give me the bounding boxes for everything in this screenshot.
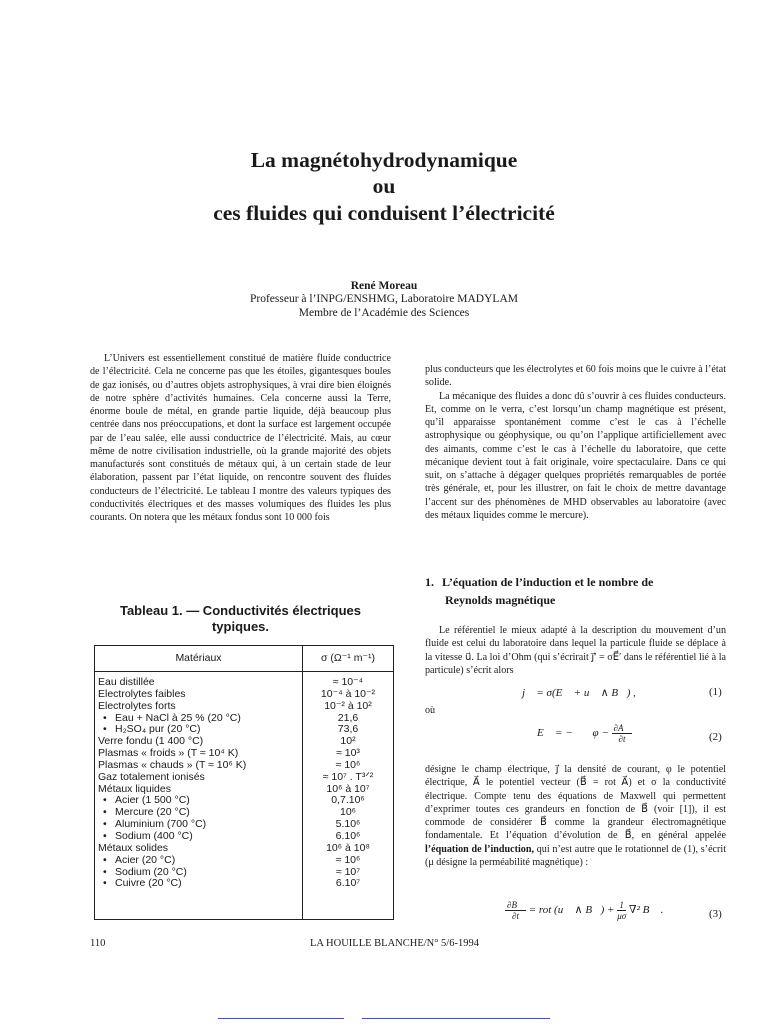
- right-paragraph-2: La mécanique des fluides a donc dû s’ouvrir à ces fluides conducteurs. Et, comme on le verra, c’est lorsqu’un champ magnétique est présent, qu’il apparaisse spontanément comme c’est le cas à l’échelle astrophysique ou géophysique, ou qu’on l’applique artificiellement avec des aimants, comme c’est le cas à l’échelle du laboratoire, que cette mécanique devient tout à fait originale, voire spectaculaire. Dans ce qui suit, on s’attache à dégager quelques propriétés remarquables de portée très générale, et, pour les illustrer, on fait le choix de mettre davantage l’accent sur des phénomènes de MHD observables au laboratoire (avec des métaux liquides comme le mercure).: [425, 390, 726, 521]
- material-cell: [103, 878, 182, 890]
- right-paragraph-3: Le référentiel le mieux adapté à la description du mouvement d’un fluide est celui du laboratoire dans lequel la particule fluide se déplace à la vitesse u⃗. La loi d’Ohm (qui s’écrirait j⃗′ = σE⃗′ dans le référentiel lié à la particule) s’écrit alors: [425, 625, 726, 676]
- table-row: [95, 878, 393, 890]
- material-label: Sodium (20 °C): [115, 865, 187, 878]
- header-sigma: σ (Ω⁻¹ m⁻¹): [321, 652, 375, 664]
- bullet-icon: •: [103, 794, 107, 807]
- header-materials: Matériaux: [175, 652, 222, 664]
- equation-3-end: ∇² B⃗ .: [628, 904, 664, 917]
- link-underline-right[interactable]: [362, 1018, 550, 1019]
- page-number: 110: [90, 938, 106, 949]
- bullet-icon: •: [103, 806, 107, 819]
- material-label: Electrolytes faibles: [98, 687, 186, 700]
- equation-2-denominator: ∂t: [618, 734, 626, 744]
- material-label: Eau + NaCl à 25 % (20 °C): [115, 711, 241, 724]
- conductivity-value: 10⁶ à 10⁷: [326, 782, 370, 795]
- conductivity-value: 10²: [340, 735, 356, 748]
- material-label: Sodium (400 °C): [115, 829, 193, 842]
- conductivity-value: 5.10⁶: [335, 818, 361, 831]
- left-column: [90, 352, 391, 524]
- right-paragraph-4-end: qui n’est autre que le rotationnel de (1), s’écrit (μ désigne la perméabilité magnétique) :: [425, 843, 727, 868]
- bullet-icon: •: [103, 829, 107, 842]
- right-column: [425, 363, 726, 522]
- conductivity-value: ≈ 10⁷ . T³ᐟ²: [322, 770, 374, 783]
- equation-1: j⃗ = σ(E⃗ + u⃗ ∧ B⃗) ,: [522, 687, 636, 699]
- equation-2-numerator: ∂A⃗: [613, 723, 631, 733]
- article-title-line3: ces fluides qui conduisent l’électricité: [213, 201, 555, 225]
- bullet-icon: •: [103, 853, 107, 866]
- conductivity-value: 0,7.10⁶: [331, 794, 365, 807]
- section-title-line1: L’équation de l’induction et le nombre de: [442, 575, 654, 589]
- author-name: René Moreau: [350, 280, 418, 292]
- equation-3-numerator-left: ∂B⃗: [507, 900, 524, 910]
- material-label: Métaux solides: [98, 841, 169, 854]
- table-header: [95, 646, 393, 672]
- bullet-icon: •: [103, 865, 107, 878]
- equation-3-number: (3): [709, 908, 722, 920]
- bullet-icon: •: [103, 711, 107, 724]
- conductivity-value: 6.10⁶: [335, 829, 361, 842]
- conductivity-value: ≈ 10⁻⁴: [332, 676, 364, 688]
- equation-3-fraction-right: [617, 900, 626, 921]
- equation-3-mid: = rot (u⃗ ∧ B⃗) +: [528, 904, 615, 917]
- conductivity-value: ≈ 10⁶: [335, 853, 361, 866]
- article-title-line2: ou: [372, 174, 396, 198]
- material-label: Eau distillée: [98, 676, 155, 688]
- conductivity-value: 10⁻⁴ à 10⁻²: [320, 687, 376, 700]
- table-title-line2: typiques.: [211, 619, 270, 634]
- section-heading: [425, 573, 726, 609]
- equation-3-denominator-right: μσ: [617, 911, 627, 921]
- right-paragraph-4-text: désigne le champ électrique, j⃗ la densité de courant, φ le potentiel électrique, A⃗ le potentiel vecteur (B⃗ = rot A⃗) et σ la conductivité électrique. Compte tenu des équations de Maxwell qui permettent d’exprimer toutes ces grandeurs en fonction de B⃗ (voir [1]), il est commode de considérer B⃗ comme la grandeur électromagnétique fondamentale. Et l’équation d’évolution de B⃗, en général appelée: [425, 764, 726, 842]
- bullet-icon: •: [103, 723, 107, 736]
- material-label: H₂SO₄ pur (20 °C): [115, 723, 201, 736]
- material-label: Aluminium (700 °C): [115, 818, 207, 831]
- bullet-icon: •: [103, 818, 107, 831]
- material-label: Acier (1 500 °C): [115, 794, 190, 807]
- section-title-line2: Reynolds magnétique: [445, 593, 556, 607]
- conductivity-value: 10⁶ à 10⁸: [326, 841, 370, 854]
- material-label: Cuivre (20 °C): [115, 877, 182, 890]
- right-paragraph-4: [425, 763, 726, 869]
- conductivity-value: ≈ 10³: [336, 747, 360, 760]
- conductivity-value: ≈ 10⁷: [335, 865, 361, 878]
- equation-3: [505, 900, 663, 921]
- table-title: [90, 603, 391, 635]
- conductivity-value: ≈ 10⁶: [335, 758, 361, 771]
- right-paragraph-4-bold: l’équation de l’induction,: [425, 843, 534, 855]
- equation-2: [537, 723, 632, 744]
- right-paragraph-4-block: [425, 763, 726, 869]
- journal-name: LA HOUILLE BLANCHE/N° 5/6-1994: [310, 938, 479, 949]
- conductivity-value: 10⁶: [339, 806, 356, 819]
- material-label: Métaux liquides: [98, 782, 171, 795]
- conductivity-value: 73,6: [337, 723, 359, 736]
- table-title-line1: Tableau 1. — Conductivités électriques: [119, 603, 362, 618]
- table-body: [95, 677, 393, 890]
- bullet-icon: •: [103, 877, 107, 890]
- equation-2-fraction: [612, 723, 633, 744]
- material-label: Mercure (20 °C): [115, 806, 190, 819]
- conductivity-value: 21,6: [337, 711, 359, 724]
- equation-3-fraction-left: [505, 900, 526, 921]
- section-number: 1.: [425, 575, 434, 589]
- material-label: Acier (20 °C): [115, 853, 176, 866]
- material-label: Verre fondu (1 400 °C): [98, 735, 204, 748]
- author-affiliation: Professeur à l’INPG/ENSHMG, Laboratoire MADYLAM: [250, 293, 518, 305]
- conductivity-value: 10⁻² à 10²: [324, 699, 372, 712]
- link-underline-left[interactable]: [218, 1018, 344, 1019]
- conductivity-table: [94, 645, 394, 920]
- equation-2-number: (2): [709, 731, 722, 743]
- material-label: Electrolytes forts: [98, 699, 176, 712]
- author-membership: Membre de l’Académie des Sciences: [298, 307, 470, 319]
- equation-1-number: (1): [709, 686, 722, 698]
- equation-2-left: E⃗ = − ∇⃗φ −: [537, 727, 609, 740]
- material-label: Plasmas « chauds » (T ≈ 10⁶ K): [98, 758, 247, 771]
- equation-3-denominator-left: ∂t: [512, 911, 519, 921]
- material-label: Gaz totalement ionisés: [98, 770, 205, 783]
- material-label: Plasmas « froids » (T ≈ 10⁴ K): [98, 747, 239, 760]
- right-paragraph-3-block: [425, 624, 726, 677]
- equation-3-numerator-right: 1: [617, 900, 626, 911]
- article-title-line1: La magnétohydrodynamique: [250, 148, 518, 172]
- left-paragraph: L’Univers est essentiellement constitué de matière fluide conductrice de l’électricité. Cela ne concerne pas que les étoiles, gigantesques boules de gaz ionisés, ou d’autres objets astrophysiques, à vrai dire bien éloignés de notre sphère d’activités humaines. Cela concerne aussi la Terre, énorme boule de métal, en grande partie liquide, déjà beaucoup plus centrée dans nos préoccupations, et dont la surface est largement occupée par de l’eau salée, elle aussi conductrice de l’électricité. Mais, au cœur même de notre civilisation industrielle, où la grande majorité des objets manufacturés sont constitués de métaux qui, à un certain stade de leur élaboration, passent par l’état liquide, on rencontre souvent des fluides conducteurs de l’électricité. Le tableau I montre des valeurs typiques des conductivités électriques et des masses volumiques des fluides les plus courants. On notera que les métaux fondus sont 10 000 fois: [90, 353, 391, 523]
- right-paragraph-1: plus conducteurs que les électrolytes et 60 fois moins que le cuivre à l’état solide.: [425, 364, 726, 389]
- ou-word: où: [425, 705, 436, 716]
- conductivity-value: 6.10⁷: [335, 877, 361, 890]
